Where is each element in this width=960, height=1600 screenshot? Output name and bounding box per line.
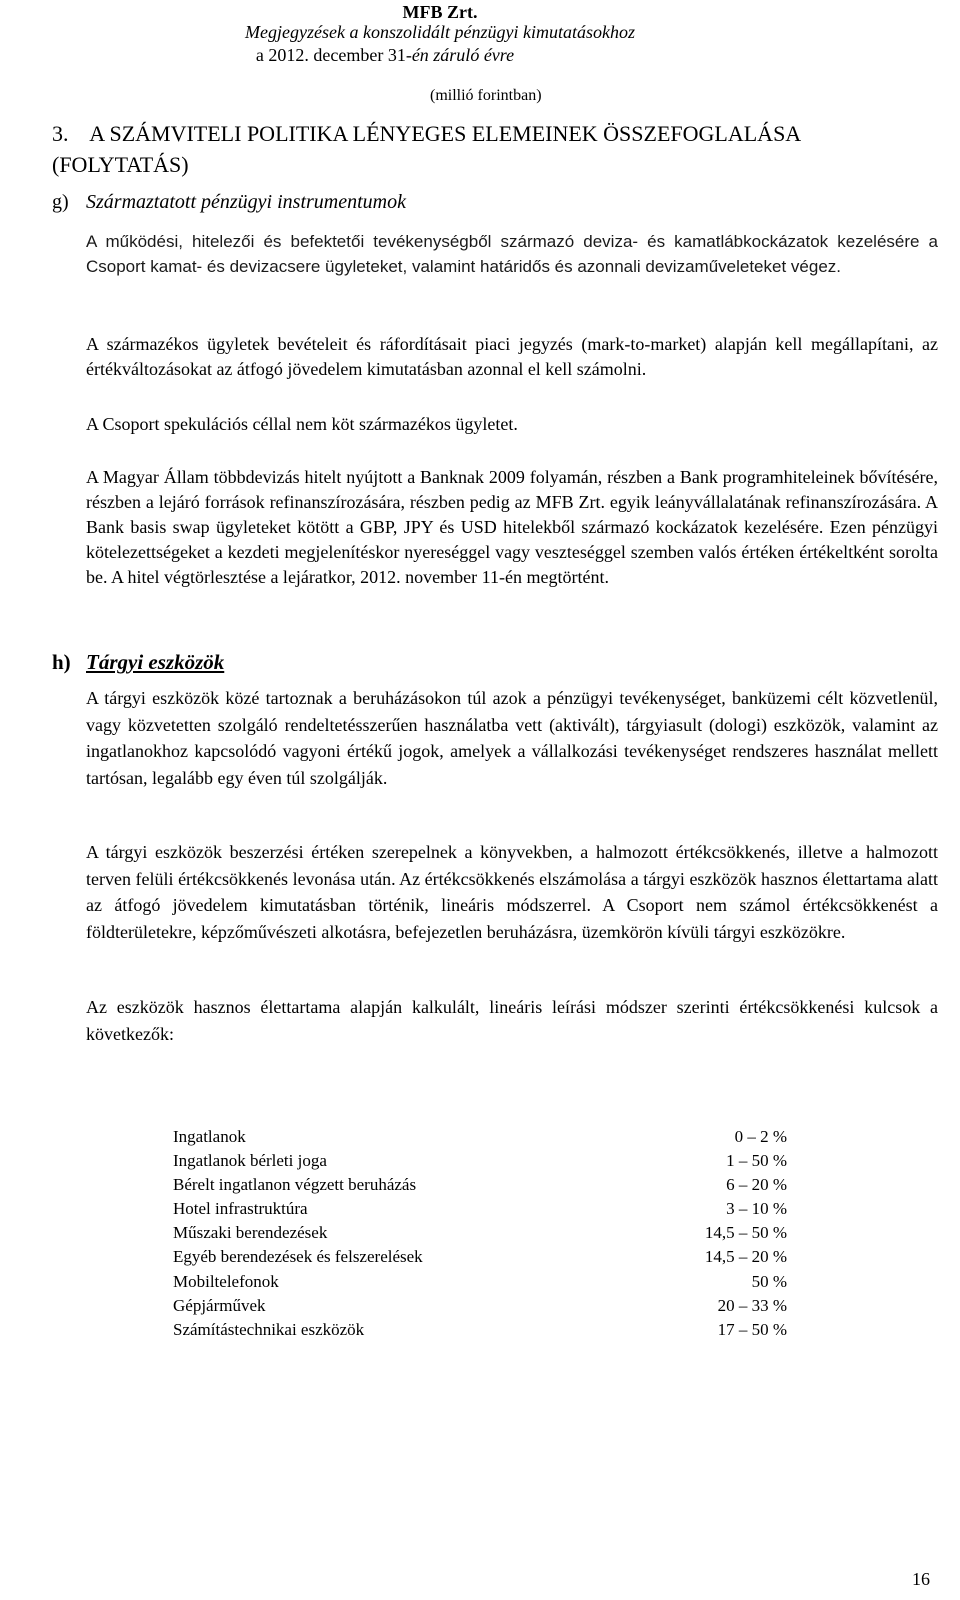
header-period-prefix: a 2012. december 31- [255, 45, 412, 65]
rate-value: 20 – 33 % [717, 1295, 787, 1315]
rate-value: 6 – 20 % [726, 1175, 787, 1195]
paragraph-g-3: A Csoport spekulációs céllal nem köt származékos ügyletet. [86, 414, 518, 434]
rate-label: Gépjárművek [173, 1295, 266, 1315]
section-title: A SZÁMVITELI POLITIKA LÉNYEGES ELEMEINEK ÖSSZEFOGLALÁSA (FOLYTATÁS) [52, 121, 800, 177]
section-number: 3. [52, 121, 69, 146]
table-row [173, 1173, 787, 1197]
rate-value: 14,5 – 20 % [704, 1247, 787, 1267]
table-row [173, 1221, 787, 1245]
header-unit: (millió forintban) [430, 87, 542, 104]
paragraph-g-1: A működési, hitelezői és befektetői tevékenységből származó deviza- és kamatlábkockázatok kezelésére a Csoport kamat- és devizacsere ügyleteket, valamint határidős és azonnali devizaműveleteket végez. [86, 232, 938, 276]
table-row [173, 1270, 787, 1294]
rate-label: Ingatlanok [173, 1127, 246, 1146]
table-row [173, 1294, 787, 1318]
header-period [0, 45, 825, 65]
table-row [173, 1245, 787, 1269]
subsection-g-title: Származtatott pénzügyi instrumentumok [86, 191, 406, 213]
rate-value: 17 – 50 % [717, 1319, 787, 1339]
rate-value: 14,5 – 50 % [704, 1223, 787, 1243]
rate-label: Számítástechnikai eszközök [173, 1319, 365, 1339]
rate-value: 0 – 2 % [734, 1127, 787, 1146]
paragraph-h-3: Az eszközök hasznos élettartama alapján kalkulált, lineáris leírási módszer szerinti értékcsökkenési kulcsok a következők: [86, 997, 938, 1044]
header-period-suffix: én záruló évre [411, 45, 515, 65]
rate-label: Bérelt ingatlanon végzett beruházás [173, 1175, 417, 1195]
depreciation-rates-table [173, 1125, 787, 1342]
paragraph-h-2: A tárgyi eszközök beszerzési értéken szerepelnek a könyvekben, a halmozott értékcsökkenés, illetve a halmozott terven felüli értékcsökkenés levonása után. Az értékcsökkenés elszámolása a tárgyi eszközök hasznos élettartama alatt az átfogó jövedelem kimutatásban történik, lineáris módszerrel. A Csoport nem számol értékcsökkenést a földterületekre, képzőművészeti alkotásra, befejezetlen beruházásra, üzemkörön kívüli tárgyi eszközökre. [86, 842, 938, 942]
rate-label: Műszaki berendezések [173, 1223, 328, 1243]
paragraph-g-4: A Magyar Állam többdevizás hitelt nyújtott a Banknak 2009 folyamán, részben a Bank programhiteleinek bővítésére, részben a lejáró források refinanszírozására, részben pedig az MFB Zrt. egyik leányvállalatának refinanszírozására. A Bank basis swap ügyleteket kötött a GBP, JPY és USD hitelekből származó kockázatok kezelésére. Ezen pénzügyi kötelezettségeket a kezdeti megjelenítéskor nyereséggel vagy veszteséggel szemben valós értéken értékeltként sorolta be. A hitel végtörlesztése a lejáratkor, 2012. november 11-én megtörtént. [86, 467, 938, 587]
subsection-h-heading [52, 650, 224, 674]
subsection-g-heading [52, 190, 406, 214]
table-row [173, 1149, 787, 1173]
rate-label: Mobiltelefonok [173, 1271, 279, 1291]
table-row [173, 1318, 787, 1342]
paragraph-g-2: A származékos ügyletek bevételeit és ráfordításait piaci jegyzés (mark-to-market) alapján kell megállapítani, az értékváltozásokat az átfogó jövedelem kimutatásban azonnal el kell számolni. [86, 334, 938, 379]
rate-value: 1 – 50 % [726, 1151, 787, 1171]
table-row [173, 1197, 787, 1221]
section-heading [52, 118, 932, 180]
rate-label: Egyéb berendezések és felszerelések [173, 1247, 423, 1267]
paragraph-h-1: A tárgyi eszközök közé tartoznak a beruházásokon túl azok a pénzügyi tevékenységet, banküzemi célt közvetlenül, vagy közvetetten szolgáló rendeltetésszerűen használatba vett (aktivált), tárgyiasult (dologi) eszközök, valamint az ingatlanokhoz kapcsolódó vagyoni értékű jogok, amelyek a vállalkozási tevékenységet rendszeres használat mellett tartósan, legalább egy éven túl szolgálják. [86, 688, 938, 788]
subsection-h-letter: h) [52, 650, 71, 674]
header-subtitle: Megjegyzések a konszolidált pénzügyi kimutatásokhoz [245, 22, 635, 42]
subsection-h-title: Tárgyi eszközök [86, 650, 225, 674]
rate-label: Hotel infrastruktúra [173, 1199, 308, 1219]
rate-value: 3 – 10 % [726, 1199, 787, 1219]
page-number: 16 [912, 1569, 930, 1589]
subsection-g-letter: g) [52, 191, 69, 213]
rate-value: 50 % [751, 1271, 787, 1291]
table-row [173, 1125, 787, 1149]
rate-label: Ingatlanok bérleti joga [173, 1151, 327, 1171]
header-company: MFB Zrt. [402, 2, 478, 22]
